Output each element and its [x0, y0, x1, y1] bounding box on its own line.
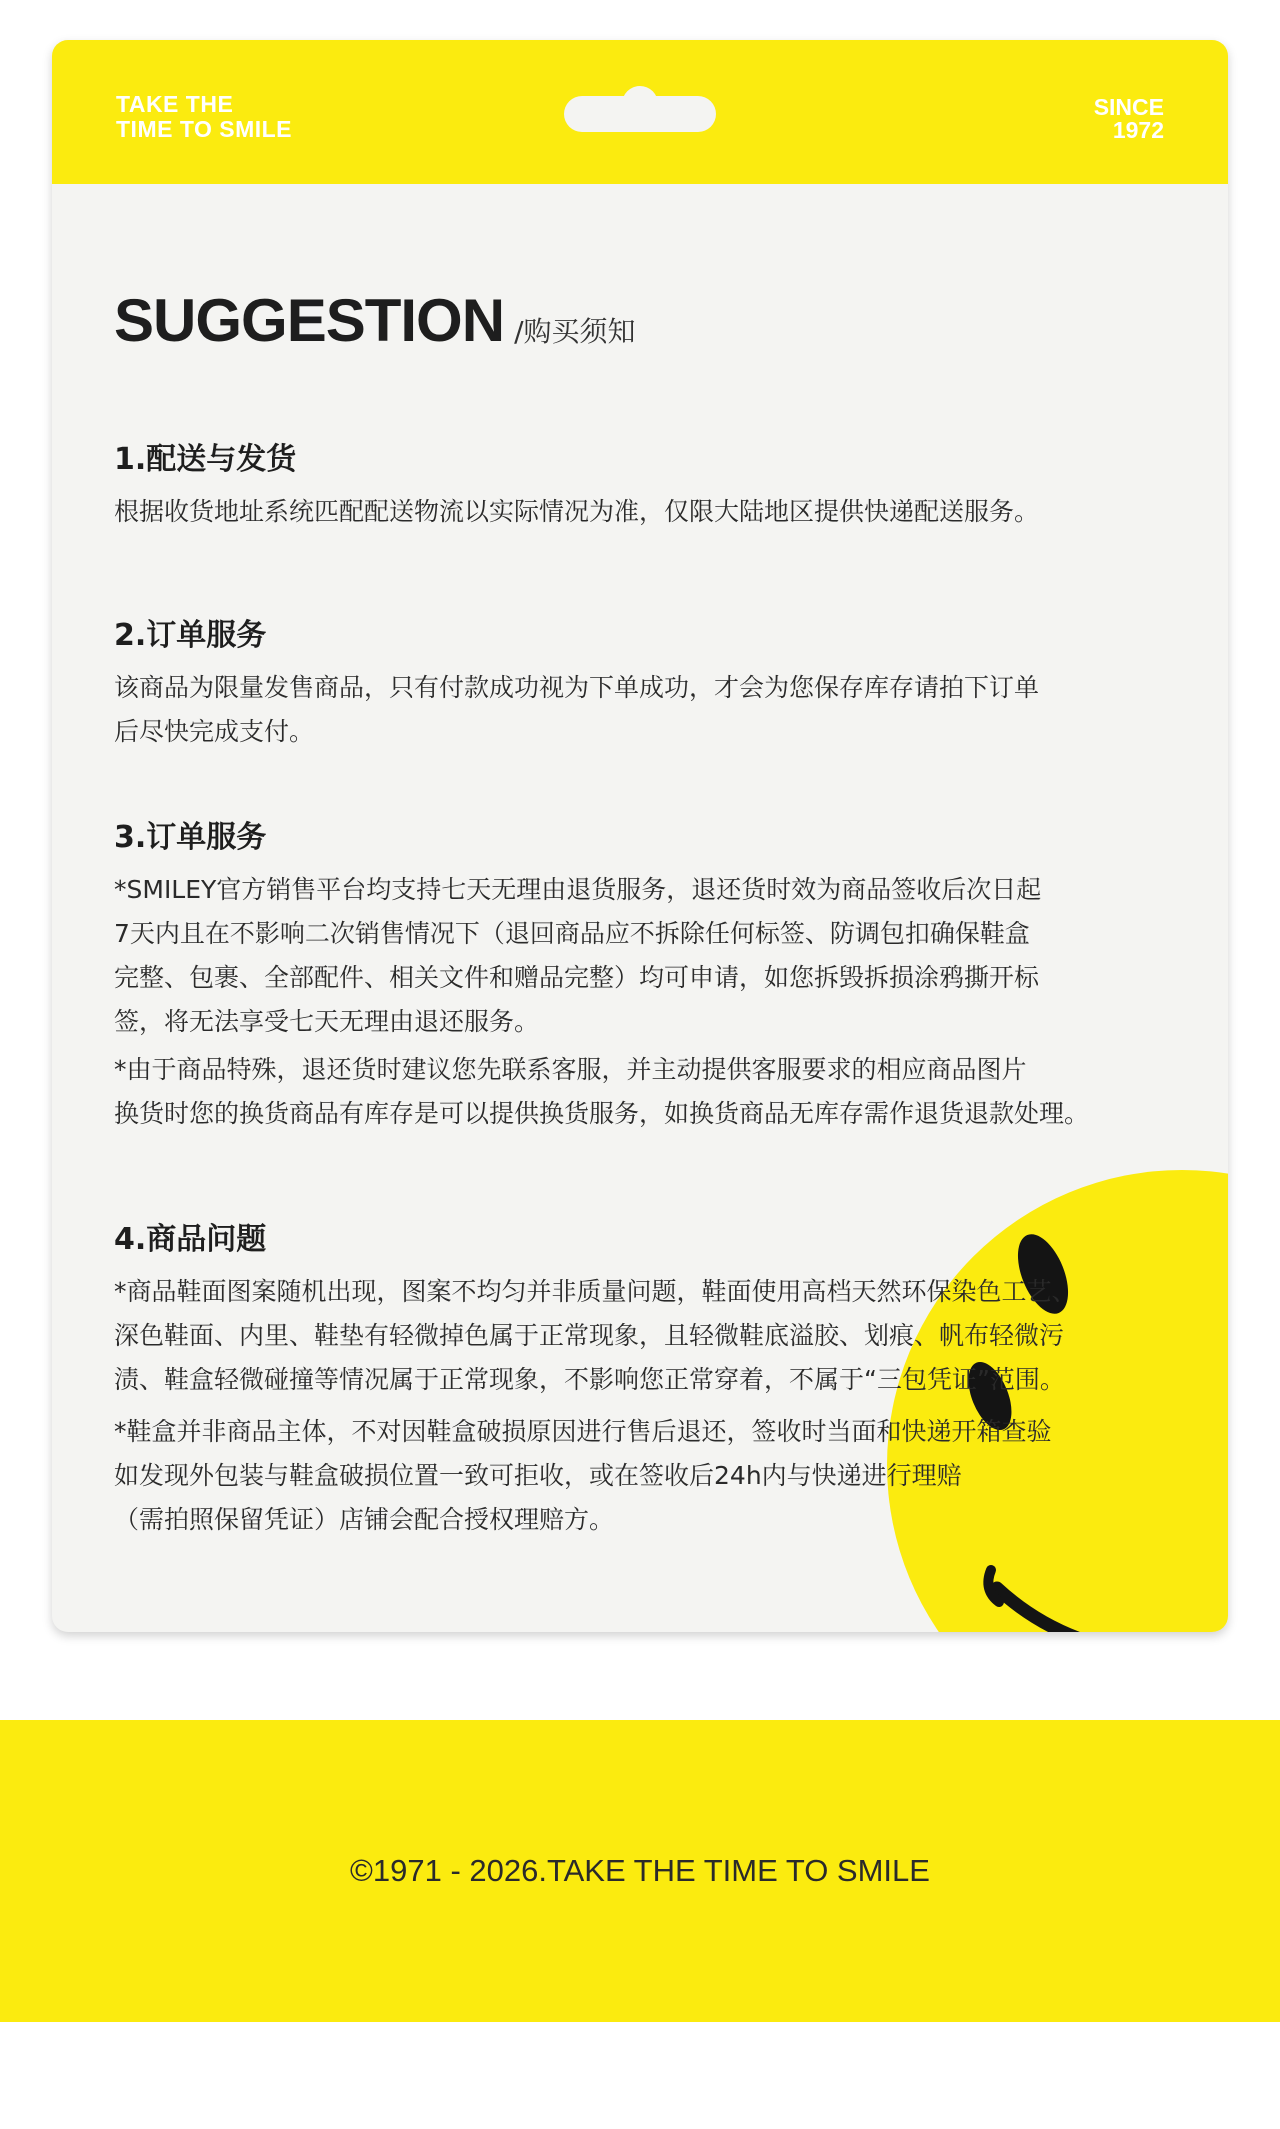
section-heading: 4.商品问题 — [114, 1222, 267, 1257]
since-badge — [1094, 96, 1164, 142]
since-label: SINCE — [1093, 94, 1164, 120]
section-paragraph: *由于商品特殊，退还货时建议您先联系客服，并主动提供客服要求的相应商品图片 换货时您的换货商品有库存是可以提供换货服务，如换货商品无库存需作退货退款处理。 — [114, 1055, 1090, 1128]
section-heading: 1.配送与发货 — [114, 442, 297, 477]
section-heading: 2.订单服务 — [114, 618, 267, 653]
tagline-line2: TIME TO SMILE — [116, 116, 293, 142]
brand-tagline — [116, 92, 292, 142]
page-title-row — [114, 286, 636, 355]
section-paragraph: 该商品为限量发售商品，只有付款成功视为下单成功，才会为您保存库存请拍下订单 后尽快完成支付。 — [114, 673, 1040, 746]
footer-band — [0, 1720, 1280, 2022]
tagline-line1: TAKE THE — [116, 91, 234, 117]
since-year: 1972 — [1112, 117, 1164, 143]
section-paragraph: 根据收货地址系统匹配配送物流以实际情况为准，仅限大陆地区提供快递配送服务。 — [114, 497, 1040, 526]
page-title: SUGGESTION — [114, 287, 505, 354]
hang-tab-slot — [564, 96, 716, 132]
page-subtitle: /购买须知 — [514, 315, 636, 348]
section-paragraph: *SMILEY官方销售平台均支持七天无理由退货服务，退还货时效为商品签收后次日起 7天内且在不影响二次销售情况下（退回商品应不拆除任何标签、防调包扣确保鞋盒 完整、包裹、全部配件、相关文件和赠品完整）均可申请，如您拆毁拆损涂鸦撕开标 签，将无法享受七天无理由退还服务。 — [114, 875, 1042, 1036]
section-paragraph: *商品鞋面图案随机出现，图案不均匀并非质量问题，鞋面使用高档天然环保染色工艺、 深色鞋面、内里、鞋垫有轻微掉色属于正常现象，且轻微鞋底溢胶、划痕、帆布轻微污 渍、鞋盒轻微碰撞等情况属于正常现象，不影响您正常穿着，不属于“三包凭证”范围。 — [114, 1277, 1077, 1394]
section-paragraph: *鞋盒并非商品主体，不对因鞋盒破损原因进行售后退还，签收时当面和快递开箱查验 如发现外包装与鞋盒破损位置一致可拒收，或在签收后24h内与快递进行理赔 （需拍照保留凭证）店铺会配合授权理赔方。 — [114, 1417, 1052, 1534]
section-heading: 3.订单服务 — [114, 820, 267, 855]
suggestion-card — [52, 40, 1228, 1632]
footer-copyright: ©1971 - 2026.TAKE THE TIME TO SMILE — [350, 1853, 930, 1888]
